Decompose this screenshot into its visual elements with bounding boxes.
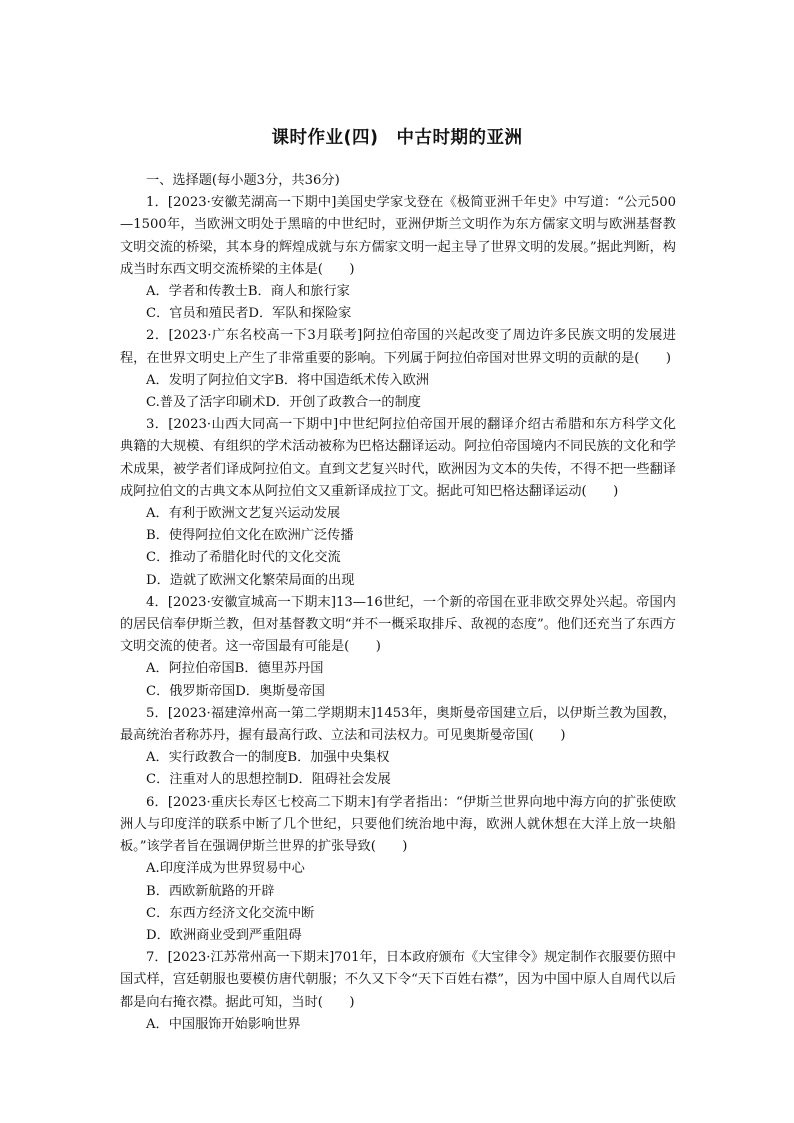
question-list	[120, 170, 676, 1036]
option-line	[120, 747, 676, 769]
section-heading: 一、选择题(每小题3分，共36分)	[146, 173, 340, 188]
option-line	[120, 370, 676, 392]
question-stem: 7．[2023·江苏常州高一下期末]701年，日本政府颁布《大宝律令》规定制作衣服要仿照中国式样，宫廷朝服也要模仿唐代朝服；不久又下令“天下百姓右襟”，因为中国中原人自周代以后都是向右掩衣襟。据此可知，当时( )	[120, 950, 676, 1010]
option-line	[120, 858, 676, 880]
answer-option: A．有利于欧洲文艺复兴运动发展	[146, 506, 341, 522]
question-stem: 4．[2023·安徽宣城高一下期末]13—16世纪，一个新的帝国在亚非欧交界处兴起。帝国内的居民信奉伊斯兰教，但对基督教文明“并不一概采取排斥、敌视的态度”。他们还充当了东西方文明交流的使者。这一帝国最有可能是( )	[120, 594, 676, 655]
question-stem: 6．[2023·重庆长寿区七校高二下期末]有学者指出：“伊斯兰世界向地中海方向的扩张使欧洲人与印度洋的联系中断了几个世纪，只要他们统治地中海，欧洲人就休想在大洋上放一块船板。”该学者旨在强调伊斯兰世界的扩张导致( )	[120, 794, 676, 855]
option-line	[120, 769, 676, 791]
answer-option: D．欧洲商业受到严重阻碍	[146, 927, 302, 943]
answer-option: C．官员和殖民者	[146, 306, 249, 322]
option-line	[120, 281, 676, 303]
answer-option: A．中国服饰开始影响世界	[146, 1016, 301, 1032]
option-line	[120, 658, 676, 680]
option-line	[120, 392, 676, 414]
answer-option: D．军队和探险家	[248, 306, 352, 322]
answer-option: B．将中国造纸术传入欧洲	[274, 372, 429, 388]
question-stem: 2．[2023·广东名校高一下3月联考]阿拉伯帝国的兴起改变了周边许多民族文明的发展进程，在世界文明史上产生了非常重要的影响。下列属于阿拉伯帝国对世界文明的贡献的是( )	[120, 328, 676, 366]
answer-option: A．实行政教合一的制度	[146, 750, 288, 766]
option-line	[120, 1014, 676, 1036]
option-line	[120, 525, 676, 547]
option-line	[120, 547, 676, 569]
answer-option: C．推动了希腊化时代的文化交流	[146, 550, 341, 566]
answer-option: A．阿拉伯帝国	[146, 661, 235, 677]
answer-option: B．商人和旅行家	[247, 284, 350, 300]
answer-option: C．俄罗斯帝国	[146, 683, 236, 699]
answer-option: D．奥斯曼帝国	[235, 683, 325, 699]
answer-option: B．使得阿拉伯文化在欧洲广泛传播	[146, 528, 354, 544]
answer-option: B．西欧新航路的开辟	[146, 883, 275, 899]
answer-option: C.普及了活字印刷术	[146, 395, 266, 411]
option-line	[120, 570, 676, 592]
question-stem: 3．[2023·山西大同高一下期中]中世纪阿拉伯帝国开展的翻译介绍古希腊和东方科学文化典籍的大规模、有组织的学术活动被称为巴格达翻译运动。阿拉伯帝国境内不同民族的文化和学术成果，被学者们译成阿拉伯文。直到文艺复兴时代，欧洲因为文本的失传，不得不把一些翻译成阿拉伯文的古典文本从阿拉伯文又重新译成拉丁文。据此可知巴格达翻译运动( )	[120, 417, 676, 499]
option-line	[120, 903, 676, 925]
answer-option: A．学者和传教士	[146, 284, 248, 300]
answer-option: D．阻碍社会发展	[287, 772, 391, 788]
option-line	[120, 681, 676, 703]
page-title: 课时作业(四) 中古时期的亚洲	[271, 128, 523, 148]
answer-option: C．东西方经济文化交流中断	[146, 905, 315, 921]
answer-option: D．造就了欧洲文化繁荣局面的出现	[146, 572, 355, 588]
answer-option: D．开创了政教合一的制度	[265, 395, 421, 411]
answer-option: B．加强中央集权	[287, 750, 390, 766]
answer-option: C．注重对人的思想控制	[146, 772, 288, 788]
answer-option: A.印度洋成为世界贸易中心	[146, 861, 305, 877]
answer-option: A．发明了阿拉伯文字	[146, 372, 275, 388]
option-line	[120, 503, 676, 525]
option-line	[120, 925, 676, 947]
question-stem: 1．[2023·安徽芜湖高一下期中]美国史学家戈登在《极简亚洲千年史》中写道：“公元500—1500年，当欧洲文明处于黑暗的中世纪时，亚洲伊斯兰文明作为东方儒家文明与欧洲基督教文明交流的桥梁，其本身的辉煌成就与东方儒家文明一起主导了世界文明的发展。”据此判断，构成当时东西文明交流桥梁的主体是( )	[120, 195, 676, 277]
answer-option: B．德里苏丹国	[234, 661, 324, 677]
question-stem: 5．[2023·福建漳州高一第二学期期末]1453年，奥斯曼帝国建立后，以伊斯兰教为国教，最高统治者称苏丹，握有最高行政、立法和司法权力。可见奥斯曼帝国( )	[120, 705, 676, 744]
option-line	[120, 881, 676, 903]
option-line	[120, 303, 676, 325]
